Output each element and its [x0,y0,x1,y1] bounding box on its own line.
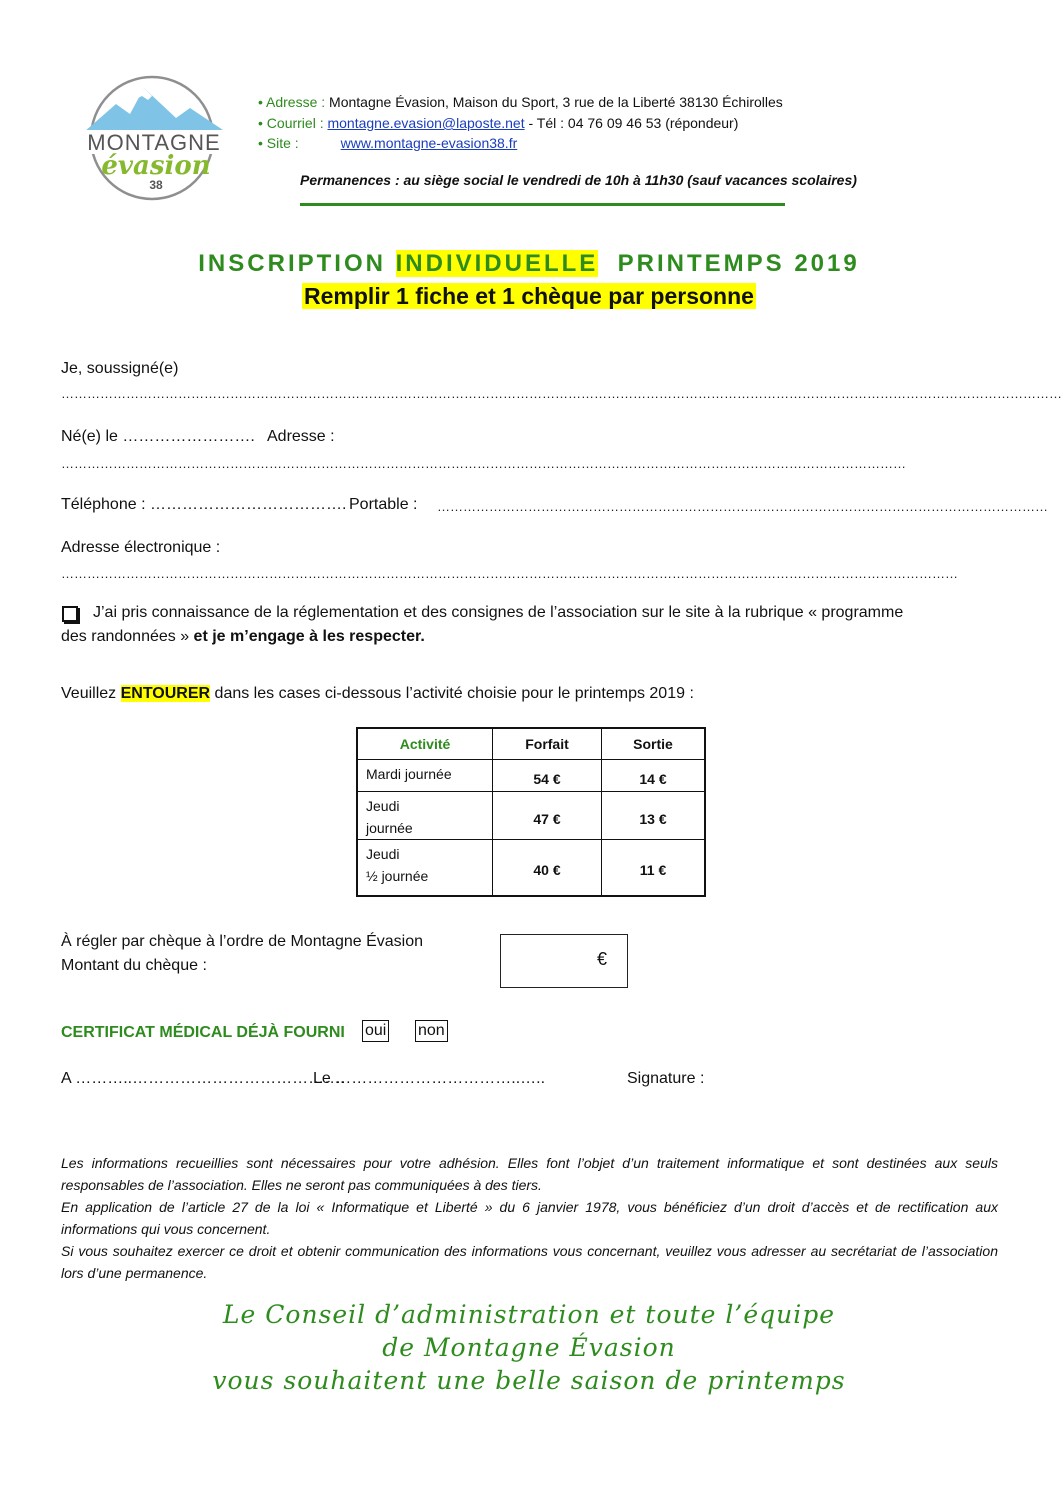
acknowledge-text-2a: des randonnées » [61,628,190,645]
place-field[interactable]: A ………..…………………………………. [61,1070,345,1087]
circle-prefix: Veuillez [61,685,121,702]
undersigned-label: Je, soussigné(e) [61,360,179,377]
acknowledge-checkbox[interactable] [62,606,78,622]
row-forfait[interactable]: 54 € [493,760,602,792]
acknowledge-text: J’ai pris connaissance de la réglementation et des consignes de l’association sur le site à la rubrique « programme [93,604,904,621]
address-value: Montagne Évasion, Maison du Sport, 3 rue de la Liberté 38130 Échirolles [329,94,783,110]
certificate-no-box[interactable]: non [415,1020,448,1042]
row-activity-line2: journée [366,820,413,836]
circle-suffix: dans les cases ci-dessous l’activité choisie pour le printemps 2019 : [210,685,694,702]
header-activite: Activité [357,728,493,760]
header-sortie: Sortie [602,728,706,760]
row-activity [357,792,493,840]
address-field-label: Adresse : [267,428,335,445]
payment-line-1: À régler par chèque à l’ordre de Montagne Évasion [61,933,423,950]
legal-paragraph-2: En application de l’article 27 de la loi « Informatique et Liberté » du 6 janvier 1978, vous bénéficiez d’un droit d’accès et de rectification aux informations qui vous concernent. [61,1199,998,1237]
permanences-text: Permanences : au siège social le vendredi de 10h à 11h30 (sauf vacances scolaires) [300,172,857,188]
email-field[interactable]: ……………………………………………………………………………………………………………………………………………………………………………………… [61,566,958,581]
activity-table [356,727,706,897]
title-part2: PRINTEMPS 2019 [598,250,860,277]
site-label: • Site : [258,135,299,151]
logo [80,74,230,202]
table-row[interactable] [357,840,705,896]
subtitle: Remplir 1 fiche et 1 chèque par personne [304,283,754,309]
page-title [0,250,1058,278]
mountain-logo-icon [80,74,230,202]
logo-text-montagne: MONTAGNE [87,130,221,155]
site-link[interactable]: www.montagne-evasion38.fr [340,135,518,151]
cheque-amount-box[interactable] [500,934,628,988]
row-activity-line2: ½ journée [366,868,429,884]
row-forfait[interactable]: 40 € [493,840,602,896]
acknowledge-text-2 [61,628,425,646]
mobile-field[interactable]: …………………………………………………………………………………………………………………………… [437,499,1048,514]
acknowledge-bold: et je m’engage à les respecter. [189,628,425,645]
payment-line-2: Montant du chèque : [61,957,207,974]
born-label: Né(e) le ……………………. [61,428,255,445]
header-forfait: Forfait [493,728,602,760]
certificate-label: CERTIFICAT MÉDICAL DÉJÀ FOURNI [61,1024,345,1041]
closing-line-1: Le Conseil d’administration et toute l’équipe [222,1300,836,1329]
subtitle-wrap [0,283,1058,310]
email-label: • Courriel : [258,115,324,131]
contact-address [258,94,783,110]
phone-label: Téléphone : ………………………………. [61,496,347,513]
table-row[interactable] [357,792,705,840]
closing-line-2: de Montagne Évasion [382,1333,676,1362]
row-sortie[interactable]: 14 € [602,760,706,792]
contact-site [258,135,517,151]
logo-text-38: 38 [149,178,163,192]
row-activity-line1: Jeudi [366,846,400,862]
row-activity [357,840,493,896]
row-activity-line1: Jeudi [366,798,400,814]
contact-email [258,115,738,131]
legal-paragraph-3: Si vous souhaitez exercer ce droit et obtenir communication des informations vous concernant, veuillez vous adresser au secrétariat de l’association lors d’une permanence. [61,1243,998,1281]
table-row[interactable] [357,760,705,792]
closing-line-3: vous souhaitent une belle saison de printemps [212,1366,846,1395]
signature-label: Signature : [627,1070,705,1087]
title-part1: INSCRIPTION [198,250,396,277]
logo-text-evasion: évasion [101,151,211,181]
table-header-row [357,728,705,760]
row-sortie[interactable]: 13 € [602,792,706,840]
certificate-yes-box[interactable]: oui [362,1020,389,1042]
undersigned-field[interactable]: …………………………………………………………………………………………………………………………………………………………………………………………………………… [61,386,1062,401]
mobile-label: Portable : [349,496,418,513]
date-field[interactable]: Le ……………………………..….. [313,1070,546,1087]
row-activity-line1: Mardi journée [366,766,452,782]
row-forfait[interactable]: 47 € [493,792,602,840]
legal-paragraph-1: Les informations recueillies sont nécessaires pour votre adhésion. Elles font l’objet d’un traitement informatique et sont destinées aux seuls responsables de l’association. Elles ne seront pas communiquées à des tiers. [61,1155,998,1193]
circle-highlight: ENTOURER [120,685,211,702]
email-link[interactable]: montagne.evasion@laposte.net [327,115,525,131]
row-sortie[interactable]: 11 € [602,840,706,896]
circle-instruction [61,685,694,703]
euro-sign: € [596,949,607,969]
address-field[interactable]: …………………………………………………………………………………………………………………………………………………………………………… [61,456,906,471]
legal-notice [61,1152,998,1284]
phone-text: - Tél : 04 76 09 46 53 (répondeur) [524,115,739,131]
address-label: • Adresse : [258,94,326,110]
header-divider [300,203,785,206]
email-field-label: Adresse électronique : [61,539,221,556]
title-highlight: INDIVIDUELLE [395,250,599,277]
row-activity [357,760,493,792]
